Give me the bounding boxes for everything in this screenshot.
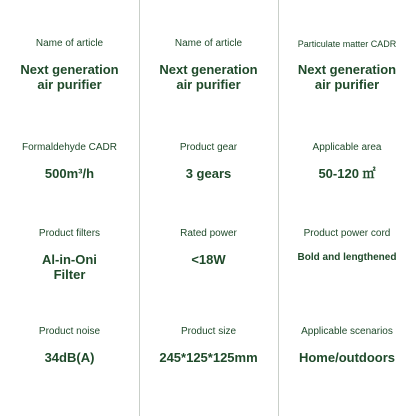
spec-value: Next generation air purifier: [297, 62, 397, 92]
spec-value: 245*125*125mm: [159, 350, 258, 365]
spec-value: Home/outdoors: [298, 350, 396, 365]
spec-cell: [278, 200, 416, 300]
spec-cell: [0, 300, 139, 416]
spec-value: Next generation air purifier: [159, 62, 258, 92]
spec-label: Name of article: [35, 38, 104, 49]
spec-label: Formaldehyde CADR: [21, 142, 118, 153]
spec-label: Applicable scenarios: [301, 326, 393, 337]
spec-label: Product power cord: [303, 228, 391, 239]
spec-label: Rated power: [180, 228, 237, 239]
spec-cell: [139, 0, 278, 104]
spec-value: 500m³/h: [44, 166, 95, 181]
spec-cell: [139, 200, 278, 300]
spec-label: Name of article: [174, 38, 243, 49]
spec-label: Applicable area: [312, 142, 382, 153]
spec-label: Particulate matter CADR: [297, 39, 397, 49]
spec-cell: [139, 104, 278, 200]
spec-cell: [0, 104, 139, 200]
spec-cell: [278, 0, 416, 104]
spec-cell: [0, 0, 139, 104]
spec-value: 50-120 ㎡: [318, 166, 376, 181]
spec-cell: [139, 300, 278, 416]
spec-label: Product filters: [38, 228, 101, 239]
spec-value: Next generation air purifier: [20, 62, 119, 92]
spec-value: Bold and lengthened: [297, 252, 397, 263]
spec-value: Al-in-Oni Filter: [42, 252, 97, 282]
spec-value: 34dB(A): [44, 350, 95, 365]
spec-label: Product size: [180, 326, 237, 337]
spec-value: 3 gears: [185, 166, 232, 181]
spec-cell: [278, 104, 416, 200]
spec-label: Product noise: [38, 326, 101, 337]
column-divider: [278, 0, 279, 416]
column-divider: [139, 0, 140, 416]
spec-label: Product gear: [179, 142, 238, 153]
spec-value: <18W: [191, 252, 226, 267]
spec-cell: [0, 200, 139, 300]
spec-cell: [278, 300, 416, 416]
